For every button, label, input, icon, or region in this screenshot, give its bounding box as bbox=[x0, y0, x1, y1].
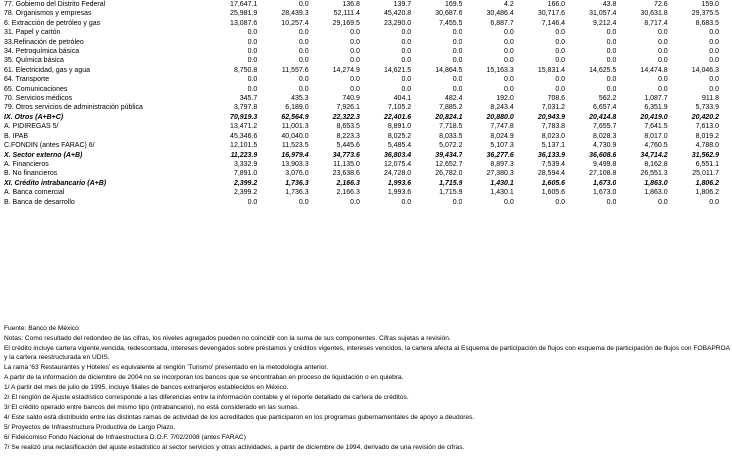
table-cell: 0.0 bbox=[247, 198, 258, 206]
table-cell: 62,564.9 bbox=[281, 113, 309, 121]
table-row bbox=[4, 113, 719, 122]
table-cell: 4.2 bbox=[504, 1, 514, 8]
table-cell: 0.0 bbox=[452, 76, 463, 84]
row-label: X. Sector externo (A+B) bbox=[4, 151, 83, 159]
table-cell: 8,223.3 bbox=[336, 132, 360, 140]
table-cell: 2,399.2 bbox=[233, 189, 258, 197]
table-cell: 23,290.0 bbox=[383, 19, 412, 27]
table-cell: 708.6 bbox=[547, 95, 566, 103]
row-label: 65. Comunicaciones bbox=[4, 85, 68, 93]
table-cell: 20,414.8 bbox=[589, 113, 617, 121]
table-cell: 0.0 bbox=[350, 38, 360, 46]
row-label: 79. Otros servicios de administración pública bbox=[4, 104, 143, 112]
table-cell: 169.5 bbox=[444, 1, 463, 8]
table-cell: 8,717.4 bbox=[644, 19, 668, 27]
table-cell: 0.0 bbox=[709, 76, 719, 84]
table-cell: 5,072.2 bbox=[439, 142, 463, 150]
table-cell: 8,162.8 bbox=[644, 160, 668, 168]
table-cell: 36,803.4 bbox=[383, 151, 412, 159]
table-cell: 23,638.6 bbox=[332, 170, 360, 178]
table-cell: 3,076.0 bbox=[285, 170, 309, 178]
table-cell: 0.0 bbox=[247, 76, 258, 84]
table-row bbox=[4, 28, 719, 37]
row-label: B. Banca de desarrollo bbox=[4, 198, 75, 206]
table-cell: 12,652.7 bbox=[435, 160, 463, 168]
table-cell: 0.0 bbox=[657, 76, 668, 84]
table-cell: 0.0 bbox=[350, 48, 360, 56]
table-row bbox=[4, 94, 719, 103]
table-cell: 14,864.5 bbox=[435, 66, 463, 74]
table-cell: 0.0 bbox=[452, 57, 463, 65]
table-cell: 12,101.5 bbox=[230, 142, 258, 150]
table-cell: 9,499.8 bbox=[593, 160, 617, 168]
table-cell: 29,375.5 bbox=[691, 10, 719, 18]
table-cell: 7,641.5 bbox=[644, 123, 668, 131]
table-cell: 7,783.8 bbox=[541, 123, 566, 131]
row-label: XI. Crédito intrabancario (A+B) bbox=[4, 179, 107, 187]
table-cell: 0.0 bbox=[350, 57, 360, 65]
row-label: 6. Extracción de petróleo y gas bbox=[4, 19, 101, 27]
table-cell: 8,019.2 bbox=[695, 132, 719, 140]
table-cell: 8,023.0 bbox=[541, 132, 566, 140]
table-cell: 16,979.4 bbox=[281, 151, 309, 159]
table-cell: 29,169.5 bbox=[332, 19, 360, 27]
table-cell: 39,434.7 bbox=[435, 151, 463, 159]
table-cell: 7,718.5 bbox=[439, 123, 463, 131]
table-cell: 0.0 bbox=[504, 76, 514, 84]
table-cell: 0.0 bbox=[555, 85, 566, 93]
footnote-7: 7/ Se realizó una reclasificación del ajuste estadístico al sector servicios y otras actividades, a partir de diciembre de 1994, derivado de una revisión de cifras. bbox=[4, 444, 465, 452]
table-cell: 2,399.2 bbox=[233, 179, 258, 187]
table-cell: 1,993.6 bbox=[387, 189, 412, 197]
table-cell: 11,523.5 bbox=[281, 142, 309, 150]
table-cell: 0.0 bbox=[657, 38, 668, 46]
table-cell: 36,277.6 bbox=[486, 151, 514, 159]
row-label: A. PIDIREGAS 5/ bbox=[4, 123, 59, 131]
table-cell: 0.0 bbox=[452, 85, 463, 93]
table-cell: 14,046.3 bbox=[691, 66, 719, 74]
table-cell: 136.8 bbox=[342, 1, 360, 8]
table-cell: 0.0 bbox=[657, 29, 668, 37]
table-cell: 7,455.5 bbox=[439, 19, 463, 27]
table-cell: 7,146.4 bbox=[541, 19, 566, 27]
table-cell: 1,806.2 bbox=[695, 179, 719, 187]
table-cell: 28,439.3 bbox=[281, 10, 309, 18]
table-cell: 5,137.1 bbox=[541, 142, 566, 150]
table-cell: 0.0 bbox=[555, 48, 566, 56]
table-cell: 27,108.8 bbox=[589, 170, 617, 178]
table-cell: 435.3 bbox=[291, 95, 309, 103]
table-cell: 0.0 bbox=[504, 48, 514, 56]
table-cell: 30,631.8 bbox=[640, 10, 668, 18]
table-cell: 0.0 bbox=[401, 85, 412, 93]
table-cell: 0.0 bbox=[657, 85, 668, 93]
table-cell: 0.0 bbox=[606, 48, 617, 56]
table-cell: 6,189.0 bbox=[285, 104, 309, 112]
table-cell: 0.0 bbox=[401, 198, 412, 206]
table-cell: 8,028.3 bbox=[593, 132, 617, 140]
table-cell: 1,736.3 bbox=[285, 189, 309, 197]
table-cell: 6,657.4 bbox=[593, 104, 617, 112]
table-cell: 52,111.4 bbox=[333, 10, 360, 18]
table-cell: 0.0 bbox=[709, 48, 719, 56]
table-cell: 5,445.6 bbox=[336, 142, 360, 150]
table-cell: 20,419.0 bbox=[640, 113, 668, 121]
table-cell: 0.0 bbox=[298, 76, 309, 84]
table-cell: 72.6 bbox=[654, 1, 668, 8]
table-row bbox=[4, 160, 719, 169]
table-cell: 0.0 bbox=[298, 85, 309, 93]
table-cell: 36,608.6 bbox=[589, 151, 617, 159]
table-cell: 0.0 bbox=[504, 85, 514, 93]
table-cell: 28,594.4 bbox=[537, 170, 566, 178]
row-label: 64. Transporte bbox=[4, 76, 50, 84]
table-cell: 43.8 bbox=[602, 1, 617, 8]
table-cell: 4,788.0 bbox=[695, 142, 719, 150]
table-cell: 0.0 bbox=[350, 29, 360, 37]
table-cell: 11,557.6 bbox=[281, 66, 309, 74]
table-cell: 345.7 bbox=[239, 95, 258, 103]
table-row bbox=[4, 75, 719, 84]
table-cell: 0.0 bbox=[657, 198, 668, 206]
row-label: B. No financieros bbox=[4, 170, 58, 178]
table-cell: 8,017.0 bbox=[644, 132, 668, 140]
table-row bbox=[4, 85, 719, 94]
table-row bbox=[4, 103, 719, 112]
table-cell: 31,562.9 bbox=[691, 151, 719, 159]
table-row bbox=[4, 0, 719, 9]
table-cell: 34,773.6 bbox=[332, 151, 360, 159]
table-cell: 4,730.9 bbox=[593, 142, 617, 150]
table-row bbox=[4, 141, 719, 150]
table-cell: 166.0 bbox=[547, 1, 566, 8]
table-cell: 26,551.3 bbox=[640, 170, 668, 178]
table-cell: 31,057.4 bbox=[589, 10, 617, 18]
table-cell: 5,107.3 bbox=[490, 142, 514, 150]
table-cell: 0.0 bbox=[298, 38, 309, 46]
table-cell: 13,471.2 bbox=[230, 123, 258, 131]
table-cell: 0.0 bbox=[350, 198, 360, 206]
table-cell: 159.0 bbox=[701, 1, 719, 8]
table-cell: 0.0 bbox=[555, 38, 566, 46]
table-cell: 0.0 bbox=[401, 76, 412, 84]
table-cell: 70,919.3 bbox=[230, 113, 258, 121]
table-cell: 0.0 bbox=[709, 85, 719, 93]
row-label: 33.Refinación de petróleo bbox=[4, 38, 84, 46]
row-label: 31. Papel y cartón bbox=[4, 29, 61, 37]
table-cell: 0.0 bbox=[606, 29, 617, 37]
table-cell: 0.0 bbox=[401, 38, 412, 46]
table-row bbox=[4, 169, 719, 178]
table-cell: 0.0 bbox=[555, 198, 566, 206]
table-cell: 0.0 bbox=[247, 57, 258, 65]
table-cell: 1,715.9 bbox=[439, 189, 463, 197]
table-cell: 45,346.6 bbox=[230, 132, 258, 140]
table-cell: 0.0 bbox=[401, 48, 412, 56]
credit-data-table bbox=[4, 0, 719, 207]
table-cell: 0.0 bbox=[452, 198, 463, 206]
table-cell: 45,420.8 bbox=[383, 10, 412, 18]
table-cell: 8,653.5 bbox=[336, 123, 360, 131]
row-label: 34. Petroquímica básica bbox=[4, 48, 80, 56]
row-label: 78. Organismos y empresas bbox=[4, 10, 92, 18]
table-cell: 0.0 bbox=[350, 76, 360, 84]
table-cell: 0.0 bbox=[247, 85, 258, 93]
table-cell: 2,166.3 bbox=[336, 189, 360, 197]
footnote-5: 5/ Proyectos de Infraestructura Productiva de Largo Plazo. bbox=[4, 424, 176, 432]
footnote-2: 2/ El renglón de Ajuste estadístico corresponde a las diferencias entre la información contable y el reporte detallado de cartera de créditos. bbox=[4, 393, 409, 401]
table-cell: 740.9 bbox=[342, 95, 360, 103]
table-row bbox=[4, 47, 719, 56]
table-cell: 24,728.0 bbox=[383, 170, 412, 178]
table-cell: 0.0 bbox=[247, 48, 258, 56]
table-cell: 8,683.5 bbox=[695, 19, 719, 27]
table-cell: 34,714.2 bbox=[640, 151, 668, 159]
table-cell: 6,887.7 bbox=[490, 19, 514, 27]
table-cell: 0.0 bbox=[247, 38, 258, 46]
table-cell: 13,903.3 bbox=[281, 160, 309, 168]
table-cell: 0.0 bbox=[709, 38, 719, 46]
table-cell: 1,736.3 bbox=[285, 179, 309, 187]
row-label: C.FONDIN (antes FARAC) 6/ bbox=[4, 142, 95, 150]
table-row bbox=[4, 188, 719, 197]
table-cell: 30,717.6 bbox=[537, 10, 566, 18]
table-cell: 11,223.9 bbox=[230, 151, 258, 159]
row-label: IX. Otros (A+B+C) bbox=[4, 113, 64, 121]
table-row bbox=[4, 122, 719, 131]
table-cell: 0.0 bbox=[401, 29, 412, 37]
table-cell: 17,647.1 bbox=[230, 1, 258, 8]
table-cell: 7,655.7 bbox=[593, 123, 617, 131]
table-cell: 36,133.9 bbox=[537, 151, 566, 159]
table-cell: 0.0 bbox=[709, 198, 719, 206]
table-cell: 0.0 bbox=[504, 29, 514, 37]
table-cell: 3,797.8 bbox=[233, 104, 258, 112]
footnote-3: 3/ El crédito operado entre bancos del mismo tipo (intrabancario), no está considerado en las sumas. bbox=[4, 403, 300, 411]
table-cell: 6,551.1 bbox=[695, 160, 719, 168]
table-cell: 0.0 bbox=[504, 198, 514, 206]
table-cell: 25,011.7 bbox=[692, 170, 719, 178]
table-cell: 0.0 bbox=[350, 85, 360, 93]
table-cell: 15,831.4 bbox=[537, 66, 566, 74]
table-cell: 14,474.8 bbox=[640, 66, 668, 74]
note-rounding: Notas: Como resultado del redondeo de las cifras, los niveles agregados pueden no coincidir con la suma de sus componentes. Cifras sujetas a revisión. bbox=[4, 335, 451, 343]
table-row bbox=[4, 9, 719, 18]
table-cell: 1,806.2 bbox=[695, 189, 719, 197]
table-cell: 11,135.0 bbox=[333, 160, 360, 168]
table-cell: 30,687.6 bbox=[435, 10, 463, 18]
table-cell: 0.0 bbox=[657, 57, 668, 65]
table-cell: 0.0 bbox=[298, 57, 309, 65]
table-cell: 7,105.2 bbox=[387, 104, 412, 112]
footnote-4: 4/ Este saldo está distribuido entre las distintas ramas de actividad de los acreditados que participaron en los programas gubernamentales de apoyo a deudores. bbox=[4, 414, 475, 422]
table-cell: 1,993.6 bbox=[387, 179, 412, 187]
table-cell: 0.0 bbox=[606, 57, 617, 65]
row-label: 70. Servicios médicos bbox=[4, 95, 73, 103]
table-cell: 7,891.0 bbox=[233, 170, 258, 178]
note-december-2004: A partir de la información de diciembre de 2004 no se incorporan los bancos que se encontraban en proceso de liquidación o en quiebra. bbox=[4, 373, 404, 381]
table-cell: 562.2 bbox=[598, 95, 617, 103]
table-cell: 30,486.4 bbox=[486, 10, 514, 18]
table-cell: 1,673.0 bbox=[593, 179, 617, 187]
table-cell: 20,943.9 bbox=[537, 113, 566, 121]
table-cell: 40,040.0 bbox=[281, 132, 309, 140]
table-cell: 7,539.4 bbox=[541, 160, 566, 168]
table-cell: 22,401.6 bbox=[383, 113, 412, 121]
table-cell: 1,605.6 bbox=[541, 189, 566, 197]
table-cell: 0.0 bbox=[606, 198, 617, 206]
table-row bbox=[4, 179, 719, 188]
table-row bbox=[4, 151, 719, 160]
table-cell: 4,760.5 bbox=[644, 142, 668, 150]
table-cell: 0.0 bbox=[298, 198, 309, 206]
table-cell: 1,863.0 bbox=[644, 189, 668, 197]
table-row bbox=[4, 66, 719, 75]
table-cell: 0.0 bbox=[555, 76, 566, 84]
table-cell: 25,981.9 bbox=[230, 10, 258, 18]
table-cell: 7,926.1 bbox=[336, 104, 360, 112]
row-label: 35. Química básica bbox=[4, 57, 64, 65]
table-cell: 7,747.8 bbox=[490, 123, 514, 131]
table-cell: 0.0 bbox=[452, 48, 463, 56]
row-label: A. Banca comercial bbox=[4, 189, 65, 197]
table-body bbox=[4, 0, 719, 207]
table-cell: 10,257.4 bbox=[281, 19, 309, 27]
table-row bbox=[4, 38, 719, 47]
table-cell: 12,075.4 bbox=[383, 160, 412, 168]
table-cell: 0.0 bbox=[709, 29, 719, 37]
table-row bbox=[4, 132, 719, 141]
table-cell: 1,430.1 bbox=[490, 189, 514, 197]
footnote-1: 1/ A partir del mes de julio de 1995, incluye filiales de bancos extranjeros establecidos en México. bbox=[4, 383, 289, 391]
table-cell: 0.0 bbox=[298, 48, 309, 56]
table-row bbox=[4, 56, 719, 65]
table-cell: 0.0 bbox=[452, 29, 463, 37]
table-cell: 22,322.3 bbox=[332, 113, 360, 121]
table-cell: 0.0 bbox=[555, 29, 566, 37]
table-row bbox=[4, 198, 719, 207]
table-cell: 1,863.0 bbox=[644, 179, 668, 187]
table-cell: 0.0 bbox=[298, 29, 309, 37]
table-cell: 5,733.9 bbox=[695, 104, 719, 112]
source-note: Fuente: Banco de México bbox=[4, 325, 79, 332]
table-cell: 0.0 bbox=[555, 57, 566, 65]
table-cell: 3,332.9 bbox=[233, 160, 258, 168]
table-cell: 13,087.6 bbox=[230, 19, 258, 27]
table-cell: 1,087.7 bbox=[644, 95, 668, 103]
table-cell: 8,024.9 bbox=[490, 132, 514, 140]
table-cell: 9,212.4 bbox=[593, 19, 617, 27]
table-cell: 5,485.4 bbox=[387, 142, 412, 150]
table-cell: 0.0 bbox=[657, 48, 668, 56]
table-cell: 15,163.3 bbox=[486, 66, 514, 74]
table-cell: 14,621.5 bbox=[383, 66, 412, 74]
table-cell: 0.0 bbox=[504, 57, 514, 65]
note-credit-definition: El crédito incluye cartera vigente,vencida, redescontada, intereses devengados sobre préstamos y créditos vigentes, intereses vencidos, la cartera afecta al Esquema de participación de flujos con esquema de participación de flujos con FOBAPROA y la cartera reestructurada en UDIS. bbox=[4, 345, 730, 362]
table-cell: 911.8 bbox=[701, 95, 719, 103]
table-cell: 0.0 bbox=[709, 57, 719, 65]
footnotes bbox=[4, 324, 730, 453]
table-cell: 0.0 bbox=[606, 38, 617, 46]
table-cell: 26,782.0 bbox=[435, 170, 463, 178]
table-cell: 8,243.4 bbox=[490, 104, 514, 112]
table-cell: 8,025.2 bbox=[387, 132, 412, 140]
footnote-6: 6/ Fideicomiso Fondo Nacional de Infraestructura D.O.F. 7/02/2008 (antes FARAC) bbox=[4, 434, 246, 442]
table-cell: 0.0 bbox=[606, 85, 617, 93]
table-cell: 0.0 bbox=[247, 29, 258, 37]
table-cell: 0.0 bbox=[606, 76, 617, 84]
table-cell: 0.0 bbox=[452, 38, 463, 46]
row-label: B. IPAB bbox=[4, 132, 28, 140]
table-cell: 0.0 bbox=[504, 38, 514, 46]
note-rama-restaurantes: La rama '63 Restaurantes y Hoteles' es equivalente al renglón 'Turismo' presentado en la metodología anterior. bbox=[4, 363, 329, 371]
table-cell: 20,824.1 bbox=[435, 113, 463, 121]
table-cell: 2,166.3 bbox=[336, 179, 360, 187]
row-label: 77. Gobierno del Distrito Federal bbox=[4, 1, 106, 8]
row-label: A. Financieros bbox=[4, 160, 49, 168]
table-cell: 6,351.9 bbox=[644, 104, 668, 112]
table-cell: 0.0 bbox=[401, 57, 412, 65]
table-cell: 14,274.9 bbox=[332, 66, 360, 74]
table-cell: 482.4 bbox=[444, 95, 463, 103]
table-cell: 1,715.9 bbox=[439, 179, 463, 187]
table-cell: 1,430.1 bbox=[490, 179, 514, 187]
table-cell: 7,031.2 bbox=[541, 104, 566, 112]
table-cell: 8,897.3 bbox=[490, 160, 514, 168]
table-cell: 139.7 bbox=[393, 1, 412, 8]
table-cell: 1,673.0 bbox=[593, 189, 617, 197]
table-cell: 192.0 bbox=[496, 95, 514, 103]
table-cell: 1,605.6 bbox=[541, 179, 566, 187]
table-cell: 404.1 bbox=[393, 95, 412, 103]
table-cell: 14,625.5 bbox=[589, 66, 617, 74]
table-cell: 11,001.3 bbox=[281, 123, 309, 131]
table-cell: 7,885.2 bbox=[439, 104, 463, 112]
table-cell: 20,880.0 bbox=[486, 113, 514, 121]
table-cell: 20,420.2 bbox=[691, 113, 719, 121]
table-cell: 8,750.8 bbox=[233, 66, 258, 74]
table-row bbox=[4, 19, 719, 28]
table-cell: 7,613.0 bbox=[695, 123, 719, 131]
table-cell: 0.0 bbox=[298, 1, 309, 8]
table-cell: 8,891.0 bbox=[387, 123, 412, 131]
table-cell: 27,380.3 bbox=[486, 170, 514, 178]
row-label: 61. Electricidad, gas y agua bbox=[4, 66, 90, 74]
table-cell: 8,033.5 bbox=[439, 132, 463, 140]
